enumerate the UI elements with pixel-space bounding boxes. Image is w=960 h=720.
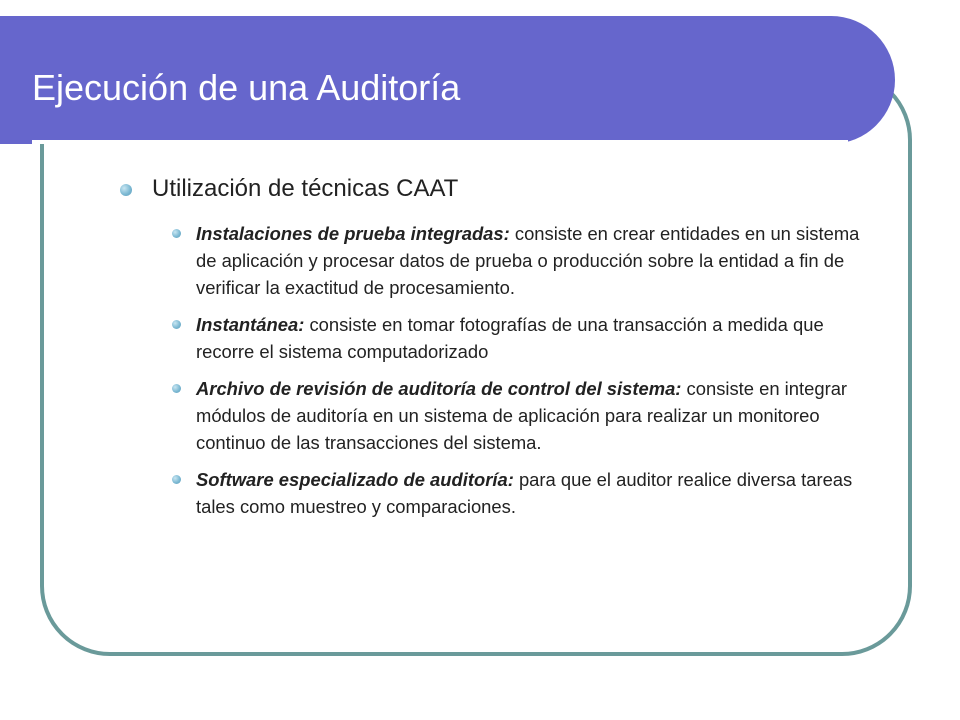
sub-bullet-term: Instalaciones de prueba integradas: <box>196 223 510 244</box>
title-bar <box>0 16 895 144</box>
bullet-icon <box>172 320 181 329</box>
bullet-icon <box>172 475 181 484</box>
sub-bullet-term: Instantánea: <box>196 314 305 335</box>
sub-bullet-text: para que el auditor realice diversa tareas tales como muestreo y comparaciones. <box>196 469 853 517</box>
main-bullet-item <box>120 172 860 206</box>
bullet-icon <box>172 229 181 238</box>
bullet-icon <box>120 184 132 196</box>
main-bullet-text: Utilización de técnicas CAAT <box>152 175 459 202</box>
sub-bullet-item <box>172 375 860 456</box>
bullet-icon <box>172 384 181 393</box>
sub-bullet-term: Software especializado de auditoría: <box>196 469 514 490</box>
sub-bullet-term: Archivo de revisión de auditoría de control del sistema: <box>196 378 682 399</box>
slide-title: Ejecución de una Auditoría <box>32 67 461 108</box>
sub-bullet-text: consiste en integrar módulos de auditoría en un sistema de aplicación para realizar un monitoreo continuo de las transacciones del sistema. <box>196 378 848 453</box>
sub-bullet-item <box>172 466 860 520</box>
sub-bullet-list <box>120 220 860 520</box>
slide-content <box>120 172 860 530</box>
title-underline <box>32 140 848 144</box>
sub-bullet-item <box>172 311 860 365</box>
sub-bullet-text: consiste en tomar fotografías de una transacción a medida que recorre el sistema computadorizado <box>196 314 824 362</box>
sub-bullet-item <box>172 220 860 301</box>
sub-bullet-text: consiste en crear entidades en un sistema de aplicación y procesar datos de prueba o producción sobre la entidad a fin de verificar la exactitud de procesamiento. <box>196 223 860 298</box>
